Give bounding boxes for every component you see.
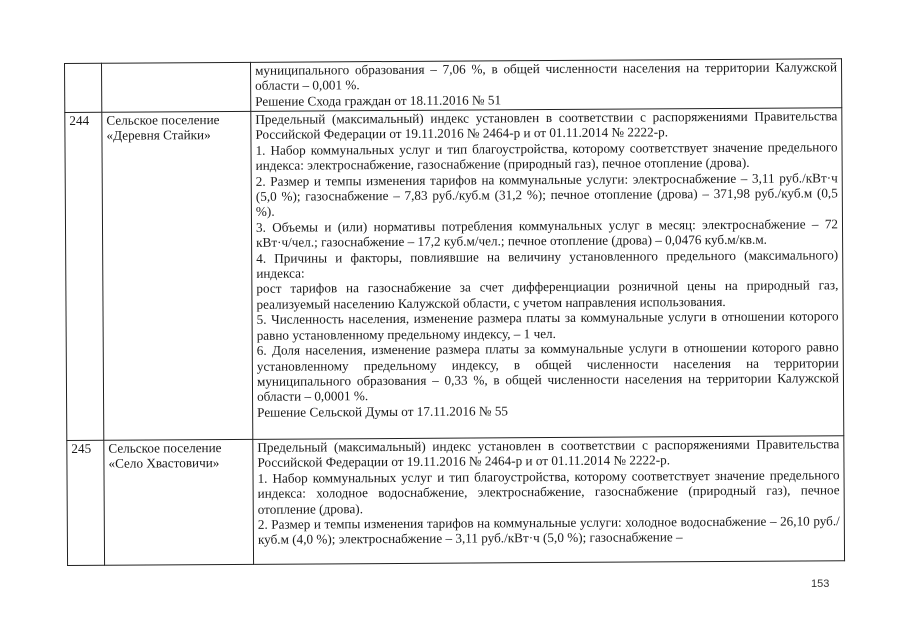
paragraph-clip	[257, 436, 840, 564]
tariff-index-table	[64, 58, 845, 566]
paragraph: 5. Численность населения, изменение размера платы за коммунальные услуги в отношении которого равно установленному предельному индексу, – 1 чел.	[256, 308, 839, 343]
row-number: 245	[67, 440, 105, 565]
table-row	[67, 436, 845, 566]
table-row	[65, 108, 844, 441]
table-row	[65, 59, 842, 113]
paragraph: Предельный (максимальный) индекс установлен в соответствии с распоряжениями Правительства Российской Федерации от 19.11.2016 № 2464-р и от 01.11.2014 № 2222-р.	[255, 108, 838, 143]
row-number: 244	[65, 112, 104, 440]
paragraph: муниципального образования – 7,06 %, в общей численности населения на территории Калужской области – 0,001 %.	[255, 59, 838, 94]
paragraph: 1. Набор коммунальных услуг и тип благоустройства, которому соответствует значение предельного индекса: электроснабжение, газоснабжение (природный газ), печное отопление (дрова).	[255, 139, 838, 174]
row-description	[250, 59, 841, 112]
municipality-name: Сельское поселение «Деревня Стайки»	[102, 111, 253, 440]
page-number: 153	[811, 578, 830, 590]
paragraph: Решение Схода граждан от 18.11.2016 № 51	[255, 92, 502, 109]
row-description	[251, 108, 844, 440]
paragraph: Предельный (максимальный) индекс установлен в соответствии с распоряжениями Правительства Российской Федерации от 19.11.2016 № 2464-р и от 01.11.2014 № 2222-р.	[257, 436, 840, 471]
paragraph: 2. Размер и темпы изменения тарифов на коммунальные услуги: электроснабжение – 3,11 руб./кВт·ч (5,0 %); газоснабжение – 7,83 руб./куб.м (31,2 %); печное отопление (дрова) – 371,98 руб./куб.м (0,5 %).	[255, 169, 838, 220]
paragraph: 3. Объемы и (или) нормативы потребления коммунальных услуг в месяц: электроснабжение – 72 кВт·ч/чел.; газоснабжение – 17,2 куб.м/чел.; печное отопление (дрова) – 0,0476 куб.м/кв.м.	[255, 216, 839, 251]
paragraph: 6. Доля населения, изменение размера платы за коммунальные услуги в отношении которого равно установленному предельному индексу, в общей численности населения на территории муниципального образования – 0,33 %, в общей численности населения на территории Калужской области – 0,0001 %.	[256, 339, 839, 405]
row-description	[253, 436, 845, 565]
paragraph: рост тарифов на газоснабжение за счет дифференциации розничной цены на природный газ, реализуемый населению Калужской области, с учетом направления использования.	[256, 277, 839, 312]
municipality-name	[102, 62, 251, 112]
paragraph: 4. Причины и факторы, повлиявшие на величину установленного предельного (максимального) индекса:	[256, 246, 839, 281]
row-number	[65, 63, 102, 112]
paragraph: Решение Сельской Думы от 17.11.2016 № 55	[257, 403, 509, 420]
paragraph: 2. Размер и темпы изменения тарифов на коммунальные услуги: холодное водоснабжение – 26,10 руб./куб.м (4,0 %); электроснабжение – 3,11 руб./кВт·ч (5,0 %); газоснабжение –	[257, 513, 840, 548]
municipality-name: Сельское поселение «Село Хвастовичи»	[104, 439, 254, 565]
paragraph: 1. Набор коммунальных услуг и тип благоустройства, которому соответствует значение предельного индекса: холодное водоснабжение, электроснабжение, газоснабжение (природный газ), печное отопление (дрова).	[257, 467, 840, 517]
